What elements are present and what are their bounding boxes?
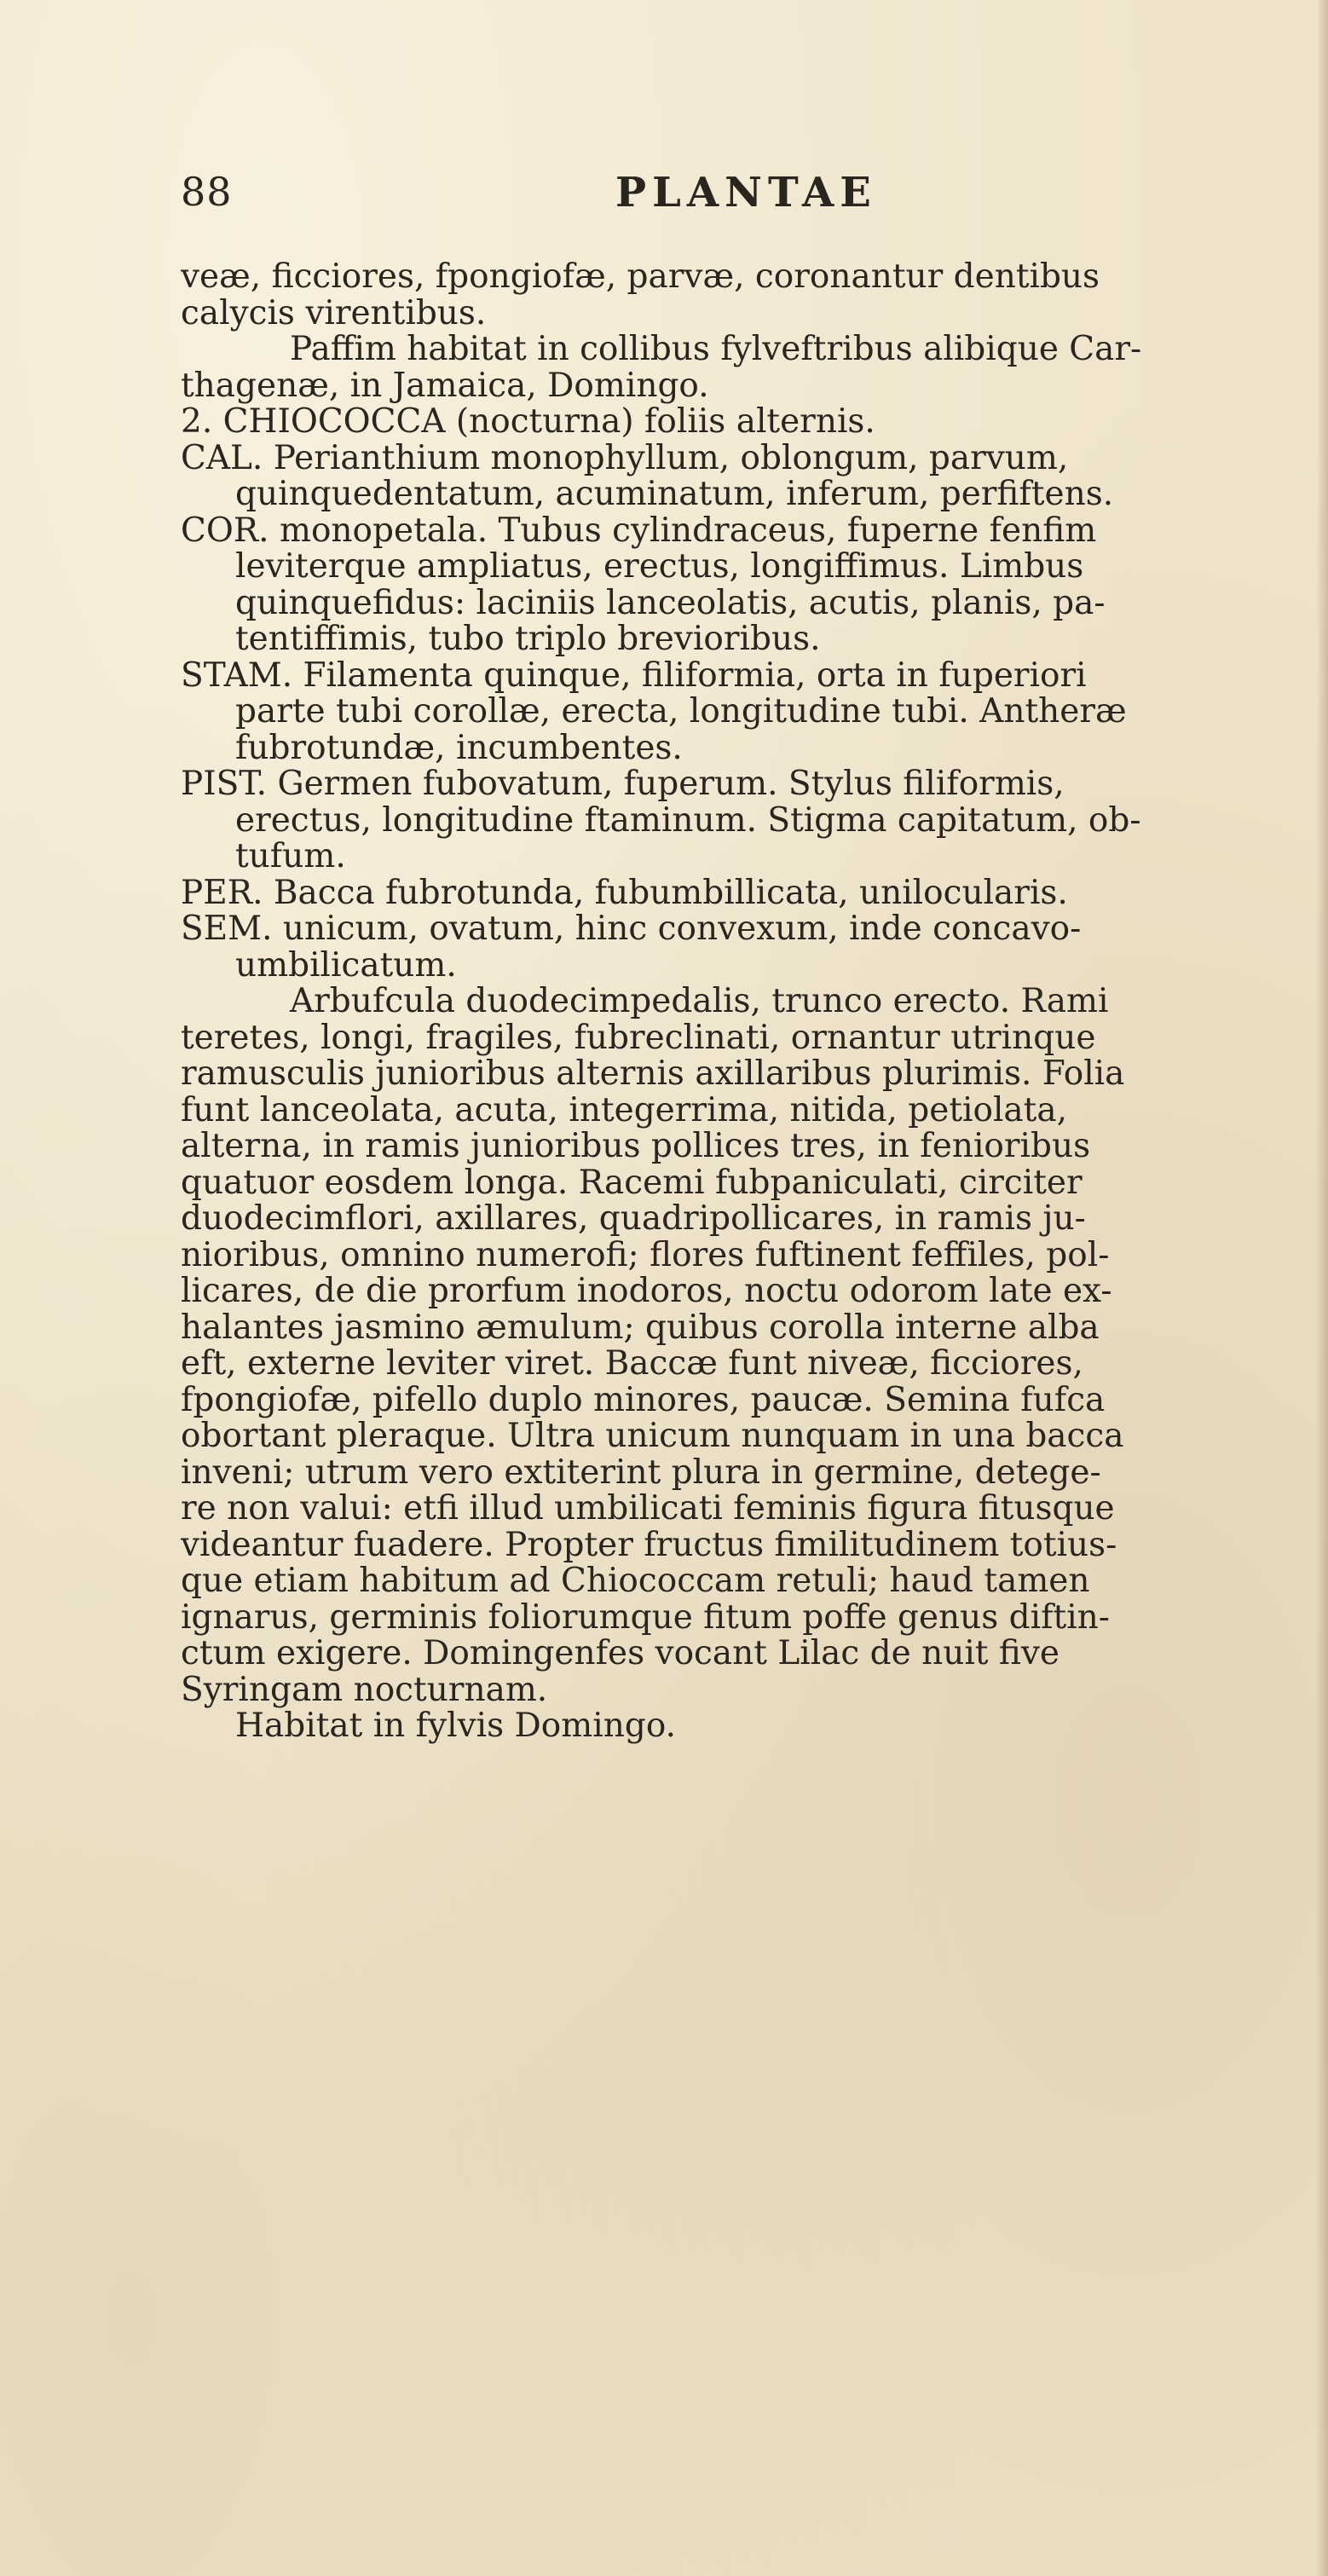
text-line: umbilicatum. — [235, 947, 457, 984]
text-line: teretes, longi, fragiles, fubreclinati, ornantur utrinque — [181, 1019, 1096, 1056]
text-line: leviterque ampliatus, erectus, longiffimus. Limbus — [235, 549, 1084, 586]
text-line: CAL. Perianthium monophyllum, oblongum, parvum, — [181, 440, 1069, 477]
text-line: tufum. — [235, 839, 346, 875]
text-line: fubrotundæ, incumbentes. — [235, 730, 683, 766]
text-line: licares, de die prorfum inodoros, noctu odorom late ex- — [181, 1274, 1112, 1310]
text-line: ramusculis junioribus alternis axillaribus plurimis. Folia — [181, 1056, 1125, 1093]
text-line: ctum exigere. Domingenfes vocant Lilac de nuit five — [181, 1636, 1060, 1672]
text-line: quinquedentatum, acuminatum, inferum, perfiftens. — [235, 477, 1114, 513]
text-line: Habitat in fylvis Domingo. — [235, 1708, 677, 1745]
text-line: duodecimflori, axillares, quadripollicares, in ramis ju- — [181, 1201, 1086, 1238]
text-line: halantes jasmino æmulum; quibus corolla interne alba — [181, 1309, 1100, 1346]
text-line: COR. monopetala. Tubus cylindraceus, fuperne fenfim — [181, 512, 1097, 549]
text-line: tentiffimis, tubo triplo brevioribus. — [235, 621, 821, 658]
page-header — [181, 169, 1289, 220]
text-line: Arbufcula duodecimpedalis, trunco erecto. Rami — [290, 984, 1109, 1020]
text-line: SEM. unicum, ovatum, hinc convexum, inde concavo- — [181, 911, 1082, 948]
text-line: funt lanceolata, acuta, integerrima, nitida, petiolata, — [181, 1092, 1067, 1129]
text-line: nioribus, omnino numerofi; flores fuftinent feffiles, pol- — [181, 1237, 1110, 1274]
text-line: thagenæ, in Jamaica, Domingo. — [181, 367, 709, 404]
page-edge-shadow — [1316, 0, 1328, 2576]
text-line: calycis virentibus. — [181, 295, 487, 332]
text-line: ignarus, germinis foliorumque fitum poffe genus diftin- — [181, 1599, 1110, 1636]
text-line: Paffim habitat in collibus fylveftribus alibique Car- — [290, 332, 1142, 368]
text-line: erectus, longitudine ftaminum. Stigma capitatum, ob- — [235, 802, 1141, 839]
text-line: PER. Bacca fubrotunda, fubumbillicata, unilocularis. — [181, 875, 1068, 911]
text-line: re non valui: etfi illud umbilicati feminis figura fitusque — [181, 1491, 1115, 1528]
species-heading: 2. CHIOCOCCA (nocturna) foliis alternis. — [181, 404, 875, 441]
text-line: parte tubi corollæ, erecta, longitudine tubi. Antheræ — [235, 694, 1127, 731]
text-line: inveni; utrum vero extiterint plura in germine, detege- — [181, 1454, 1101, 1491]
text-line: fpongiofæ, pifello duplo minores, paucæ. Semina fufca — [181, 1382, 1106, 1418]
text-line: videantur fuadere. Propter fructus fimilitudinem totius- — [181, 1527, 1117, 1563]
text-line: quatuor eosdem longa. Racemi fubpaniculati, circiter — [181, 1164, 1083, 1201]
text-line: PIST. Germen fubovatum, fuperum. Stylus filiformis, — [181, 766, 1065, 803]
page-number: 88 — [181, 169, 233, 215]
running-title: PLANTAE — [615, 169, 877, 217]
text-line: que etiam habitum ad Chiococcam retuli; haud tamen — [181, 1563, 1090, 1600]
body-text — [181, 259, 1289, 1745]
text-line: veæ, ficciores, fpongiofæ, parvæ, coronantur dentibus — [181, 259, 1100, 296]
text-line: eft, externe leviter viret. Baccæ funt niveæ, ficciores, — [181, 1346, 1083, 1383]
text-line: obortant pleraque. Ultra unicum nunquam in una bacca — [181, 1418, 1124, 1455]
text-line: Syringam nocturnam. — [181, 1672, 548, 1708]
text-line: quinquefidus: laciniis lanceolatis, acutis, planis, pa- — [235, 585, 1106, 621]
text-line: alterna, in ramis junioribus pollices tres, in fenioribus — [181, 1129, 1091, 1165]
text-line: STAM. Filamenta quinque, filiformia, orta in fuperiori — [181, 657, 1087, 694]
